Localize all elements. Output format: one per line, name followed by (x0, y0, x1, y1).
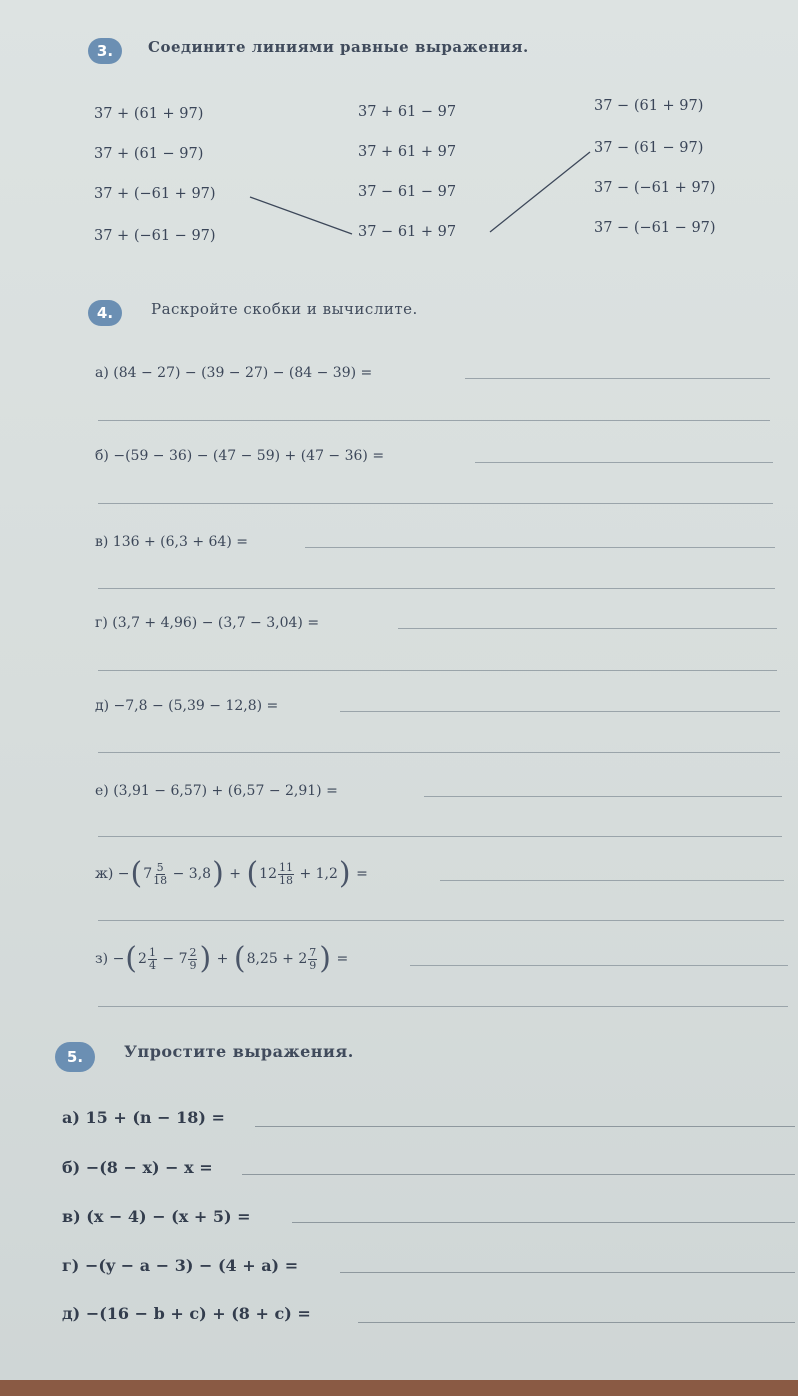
answer-line[interactable] (242, 1174, 795, 1175)
answer-line[interactable] (410, 965, 788, 966)
answer-line[interactable] (255, 1126, 795, 1127)
answer-line[interactable] (305, 547, 775, 548)
task4-item-v (95, 534, 248, 550)
item-expression: 136 + (6,3 + 64) = (112, 534, 248, 550)
open-paren: ( (125, 941, 138, 976)
item-expression: 15 + (n − 18) = (85, 1108, 225, 1127)
open-paren: ( (233, 941, 246, 976)
numerator: 5 (156, 860, 164, 874)
item-label: ж) (95, 866, 114, 882)
task3-col3-expr: 37 − (61 − 97) (594, 140, 704, 156)
task3-col3-expr: 37 − (−61 + 97) (594, 180, 716, 196)
numerator: 2 (189, 945, 197, 959)
item-expression: −(y − a − 3) − (4 + a) = (84, 1256, 299, 1275)
answer-line[interactable] (340, 711, 780, 712)
task3-col1-expr: 37 + (61 − 97) (94, 146, 204, 162)
close-paren: ) (338, 856, 351, 891)
item-expression: (3,91 − 6,57) + (6,57 − 2,91) = (113, 783, 338, 799)
open-paren: ( (246, 856, 259, 891)
denominator: 18 (278, 873, 293, 887)
item-expression: (3,7 + 4,96) − (3,7 − 3,04) = (112, 615, 320, 631)
task3-col3-expr: 37 − (61 + 97) (594, 98, 704, 114)
item-expression: −(8 − x) − x = (85, 1158, 213, 1177)
item-label: б) (62, 1158, 81, 1177)
answer-line[interactable] (398, 628, 777, 629)
answer-line[interactable] (98, 503, 773, 504)
answer-line[interactable] (98, 420, 770, 421)
task4-number-badge: 4. (88, 300, 122, 326)
minus-sign: − (112, 951, 125, 967)
term: + 1,2 (299, 866, 338, 882)
answer-line[interactable] (292, 1222, 795, 1223)
task4-item-z (95, 937, 348, 981)
answer-line[interactable] (340, 1272, 795, 1273)
task3-col1-expr: 37 + (−61 + 97) (94, 186, 216, 202)
connector-lines (0, 0, 798, 300)
fraction (153, 862, 167, 887)
task5-title: Упростите выражения. (124, 1042, 354, 1061)
item-label: а) (95, 365, 109, 381)
open-paren: ( (130, 856, 143, 891)
denominator: 18 (153, 873, 168, 887)
task5-item-b (62, 1158, 213, 1177)
task5-item-d (62, 1304, 311, 1323)
table-edge (0, 1380, 798, 1396)
task4-item-g (95, 615, 319, 631)
item-label: е) (95, 783, 109, 799)
numerator: 11 (278, 860, 293, 874)
whole-part: 7 (143, 866, 153, 882)
answer-line[interactable] (475, 462, 773, 463)
answer-line[interactable] (465, 378, 770, 379)
answer-line[interactable] (98, 752, 780, 753)
close-paren: ) (199, 941, 212, 976)
whole-part: 12 (259, 866, 277, 882)
task3-col2-expr: 37 − 61 − 97 (358, 184, 457, 200)
fraction (278, 862, 294, 887)
denominator: 9 (189, 958, 197, 972)
minus-sign: − (117, 866, 130, 882)
close-paren: ) (319, 941, 331, 976)
task4-title: Раскройте скобки и вычислите. (151, 300, 418, 318)
item-label: в) (95, 534, 109, 550)
answer-line[interactable] (358, 1322, 795, 1323)
numerator: 1 (148, 945, 156, 959)
fraction (148, 947, 157, 972)
plus-sign: + (229, 866, 241, 882)
answer-line[interactable] (98, 588, 775, 589)
task4-item-zh (95, 852, 368, 896)
fraction (188, 947, 197, 972)
term: 8,25 + 2 (246, 951, 308, 967)
answer-line[interactable] (440, 880, 784, 881)
item-expression: (x − 4) − (x + 5) = (86, 1207, 251, 1226)
term: − 7 (162, 951, 188, 967)
answer-line[interactable] (98, 1006, 788, 1007)
task3-col1-expr: 37 + (61 + 97) (94, 106, 204, 122)
task3-col2-expr: 37 + 61 − 97 (358, 104, 457, 120)
task4-item-b (95, 448, 384, 464)
task5-number-badge: 5. (55, 1042, 95, 1072)
task3-title: Соедините линиями равные выражения. (148, 38, 529, 56)
item-label: д) (95, 698, 110, 714)
whole-part: 2 (138, 951, 147, 967)
denominator: 4 (148, 958, 156, 972)
fraction (308, 947, 317, 972)
answer-line[interactable] (424, 796, 782, 797)
task3-col2-expr: 37 − 61 + 97 (358, 224, 457, 240)
answer-line[interactable] (98, 836, 782, 837)
task4-item-a (95, 365, 372, 381)
item-expression: −(59 − 36) − (47 − 59) + (47 − 36) = (113, 448, 385, 464)
item-label: г) (95, 615, 108, 631)
task5-item-a (62, 1108, 225, 1127)
item-label: з) (95, 951, 109, 967)
task3-col2-expr: 37 + 61 + 97 (358, 144, 457, 160)
close-paren: ) (212, 856, 224, 891)
item-label: в) (62, 1207, 81, 1226)
task5-item-v (62, 1207, 251, 1226)
task4-item-e (95, 783, 338, 799)
item-label: г) (62, 1256, 80, 1275)
item-label: д) (62, 1304, 81, 1323)
item-expression: (84 − 27) − (39 − 27) − (84 − 39) = (113, 365, 373, 381)
connector-line (250, 197, 352, 234)
plus-sign: + (216, 951, 229, 967)
connector-line (490, 152, 590, 232)
task5-item-g (62, 1256, 298, 1275)
item-expression: −7,8 − (5,39 − 12,8) = (113, 698, 279, 714)
item-label: б) (95, 448, 109, 464)
answer-line[interactable] (98, 920, 784, 921)
equals-sign: = (336, 951, 349, 967)
answer-line[interactable] (98, 670, 777, 671)
task3-col1-expr: 37 + (−61 − 97) (94, 228, 216, 244)
task3-col3-expr: 37 − (−61 − 97) (594, 220, 716, 236)
task3-number-badge: 3. (88, 38, 122, 64)
item-expression: −(16 − b + c) + (8 + c) = (85, 1304, 311, 1323)
term: − 3,8 (172, 866, 212, 882)
numerator: 7 (309, 945, 317, 959)
denominator: 9 (309, 958, 317, 972)
equals-sign: = (356, 866, 368, 882)
task4-item-d (95, 698, 278, 714)
item-label: а) (62, 1108, 80, 1127)
